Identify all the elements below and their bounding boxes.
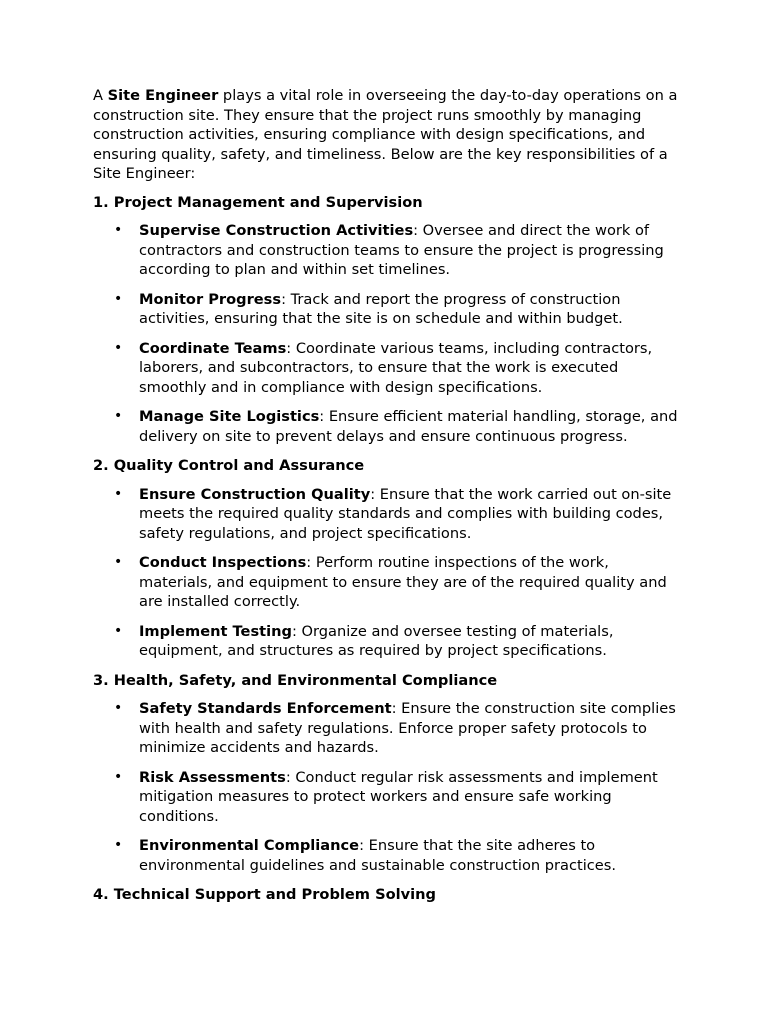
item-term: Supervise Construction Activities: [139, 222, 414, 239]
bullet-list: [93, 485, 678, 661]
item-description: : Conduct regular risk assessments and implement mitigation measures to protect workers and ensure safe working conditions.: [139, 768, 658, 825]
section-heading: 3. Health, Safety, and Environmental Compliance: [93, 671, 498, 689]
intro-bold-term: Site Engineer: [107, 87, 219, 104]
list-item: [93, 339, 678, 398]
bullet-list: [93, 699, 678, 875]
bullet-icon: •: [114, 222, 123, 238]
list-item: [93, 553, 678, 612]
item-term: Safety Standards Enforcement: [139, 700, 392, 717]
item-description: : Perform routine inspections of the work, materials, and equipment to ensure they are of the required quality and are installed correctly.: [139, 554, 667, 610]
intro-prefix: A: [93, 87, 108, 104]
item-description: : Ensure efficient material handling, storage, and delivery on site to prevent delays and ensure continuous progress.: [139, 408, 678, 445]
item-term: Conduct Inspections: [139, 554, 307, 571]
item-term: Environmental Compliance: [139, 837, 360, 854]
item-description: : Ensure the construction site complies with health and safety regulations. Enforce proper safety protocols to minimize accidents and hazards.: [139, 700, 676, 756]
item-term: Implement Testing: [139, 622, 292, 640]
bullet-icon: •: [114, 700, 123, 716]
bullet-icon: •: [114, 485, 123, 502]
bullet-icon: •: [114, 837, 123, 853]
bullet-icon: •: [114, 554, 123, 570]
bullet-icon: •: [114, 290, 123, 307]
item-description: : Ensure that the work carried out on-site meets the required quality standards and complies with building codes, safety regulations, and project specifications.: [139, 485, 672, 542]
item-description: : Ensure that the site adheres to environmental guidelines and sustainable construction practices.: [139, 837, 617, 874]
section-heading: 1. Project Management and Supervision: [93, 193, 423, 211]
list-item: [93, 622, 678, 661]
item-description: : Coordinate various teams, including contractors, laborers, and subcontractors, to ensure that the work is executed smoothly and in compliance with design specifications.: [139, 339, 653, 396]
bullet-list: [93, 221, 678, 446]
intro-paragraph: [93, 86, 678, 184]
list-item: [93, 221, 678, 280]
list-item: [93, 485, 678, 544]
list-item: [93, 836, 678, 875]
item-description: : Track and report the progress of construction activities, ensuring that the site is on schedule and within budget.: [139, 290, 623, 327]
item-term: Monitor Progress: [139, 290, 282, 308]
bullet-icon: •: [114, 339, 123, 356]
list-item: [93, 699, 678, 758]
list-item: [93, 407, 678, 446]
section-heading: 2. Quality Control and Assurance: [93, 457, 365, 474]
list-item: [93, 290, 678, 329]
item-term: Ensure Construction Quality: [139, 485, 371, 503]
item-description: : Oversee and direct the work of contractors and construction teams to ensure the project is progressing according to plan and within set timelines.: [139, 222, 664, 278]
section-heading: 4. Technical Support and Problem Solving: [93, 886, 436, 903]
item-term: Coordinate Teams: [139, 339, 287, 357]
intro-text: plays a vital role in overseeing the day-to-day operations on a construction site. They ensure that the project runs smoothly by managing construction activities, ensuring compliance with design specifications, and ensuring quality, safety, and timeliness. Below are the key responsibilities of a Site Engineer:: [93, 87, 678, 182]
item-term: Risk Assessments: [139, 768, 286, 786]
list-item: [93, 768, 678, 827]
bullet-icon: •: [114, 408, 123, 424]
item-description: : Organize and oversee testing of materials, equipment, and structures as required by project specifications.: [139, 622, 614, 659]
item-term: Manage Site Logistics: [139, 408, 320, 425]
bullet-icon: •: [114, 622, 123, 639]
bullet-icon: •: [114, 768, 123, 785]
